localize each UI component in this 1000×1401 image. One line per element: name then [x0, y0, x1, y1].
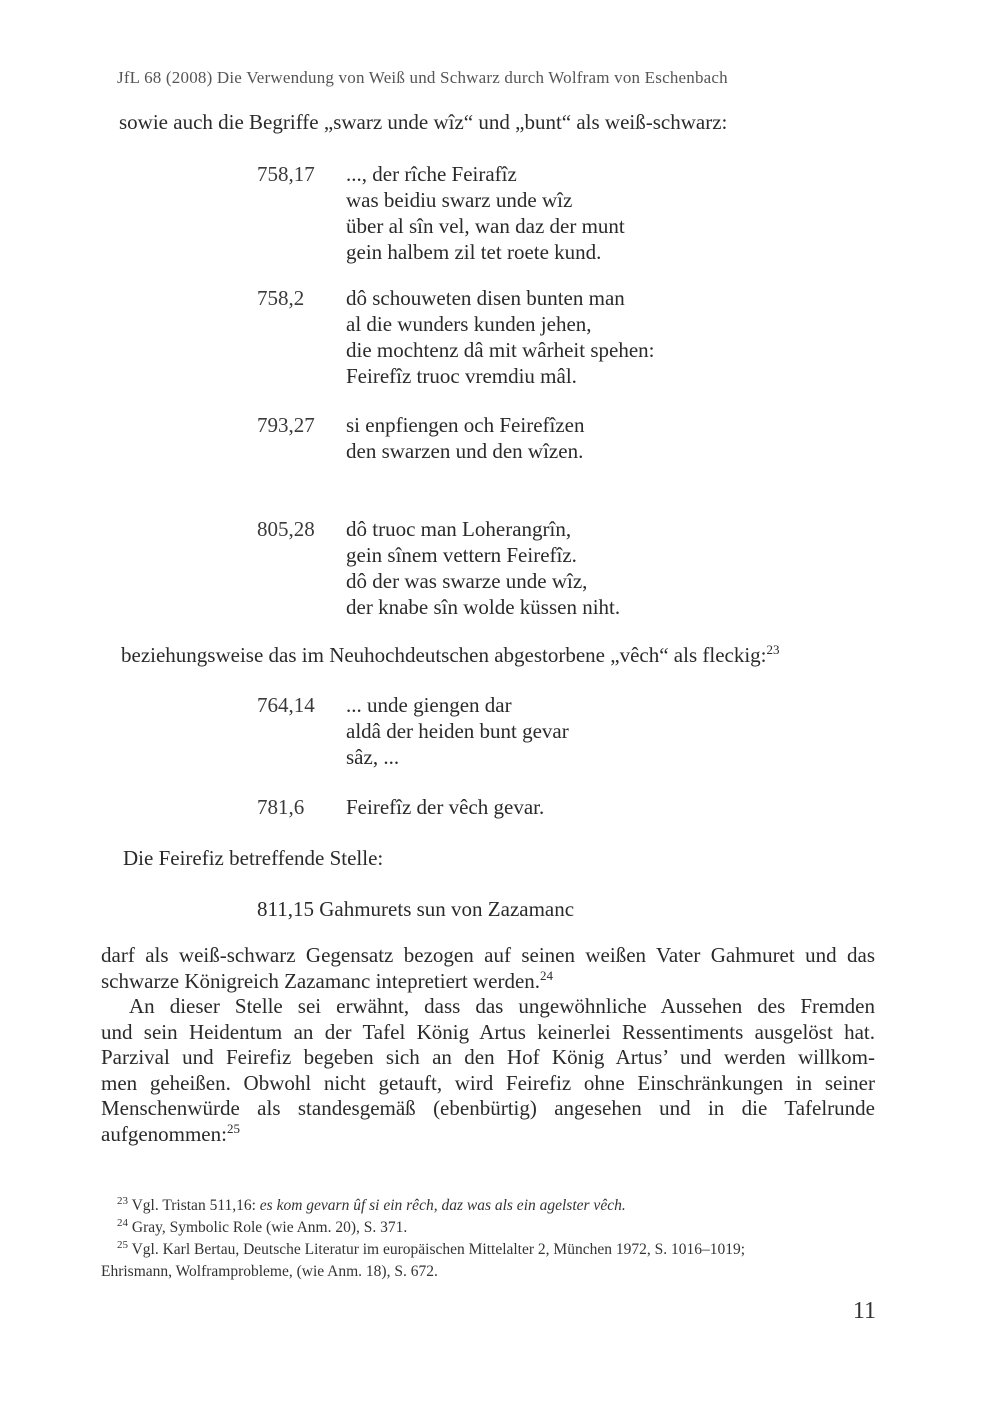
- footnote-quote: es kom gevarn ûf si ein rêch, daz was als ein agelster vêch.: [259, 1197, 626, 1214]
- footnote-text: Gray, Symbolic Role (wie Anm. 20), S. 371.: [131, 1219, 408, 1236]
- verse-ref: 811,15: [257, 897, 314, 921]
- verse-line: gein sînem vettern Feirefîz.: [346, 543, 577, 567]
- paragraph-line: [101, 1122, 875, 1148]
- verse-block: [346, 412, 585, 464]
- verse-line: Feirefîz truoc vremdiu mâl.: [346, 364, 577, 388]
- footnote-number: 24: [117, 1217, 128, 1229]
- footnote-continuation: Ehrismann, Wolframprobleme, (wie Anm. 18), S. 672.: [101, 1263, 438, 1280]
- footnote-text: Vgl. Karl Bertau, Deutsche Literatur im europäischen Mittelalter 2, München 1972, S. 1016–1019;: [131, 1241, 746, 1258]
- verse-block: [346, 794, 544, 820]
- paragraph-line: Parzival und Feirefiz begeben sich an den Hof König Artus’ und werden willkom-: [101, 1045, 875, 1070]
- footnote: [117, 1240, 745, 1260]
- paragraph-line: men geheißen. Obwohl nicht getauft, wird Feirefiz ohne Einschränkungen in seiner: [101, 1070, 875, 1095]
- verse-ref: 781,6: [257, 795, 305, 819]
- verse-line: ... unde giengen dar: [346, 693, 512, 717]
- verse-line: sâz, ...: [346, 745, 400, 769]
- second-intro-text: beziehungsweise das im Neuhochdeutschen abgestorbene „vêch“ als fleckig:: [121, 643, 767, 667]
- footnote-number: 25: [117, 1239, 128, 1251]
- verse-ref: 793,27: [257, 413, 315, 437]
- verse-ref: 758,2: [257, 286, 305, 310]
- verse-line: gein halbem zil tet roete kund.: [346, 240, 602, 264]
- verse-line: ..., der rîche Feirafîz: [346, 162, 517, 186]
- paragraph: [101, 943, 875, 994]
- verse-block: [346, 516, 620, 620]
- single-verse: [257, 896, 574, 922]
- verse-line: dô truoc man Loherangrîn,: [346, 517, 572, 541]
- running-head: JfL 68 (2008) Die Verwendung von Weiß und Schwarz durch Wolfram von Eschenbach: [117, 68, 728, 87]
- second-intro: [121, 642, 780, 668]
- verse-line: Feirefîz der vêch gevar.: [346, 795, 545, 819]
- footnote-marker: 24: [540, 967, 554, 983]
- verse-line: den swarzen und den wîzen.: [346, 439, 584, 463]
- verse-line: was beidiu swarz unde wîz: [346, 188, 573, 212]
- verse-ref: 758,17: [257, 162, 315, 186]
- verse-line: der knabe sîn wolde küssen niht.: [346, 595, 621, 619]
- paragraph-line-text: schwarze Königreich Zazamanc intepretiert werden.: [101, 968, 541, 993]
- third-intro: Die Feirefiz betreffende Stelle:: [123, 846, 384, 870]
- verse-line: über al sîn vel, wan daz der munt: [346, 214, 625, 238]
- verse-line: dô schouweten disen bunten man: [346, 286, 625, 310]
- intro-line: sowie auch die Begriffe „swarz unde wîz“ und „bunt“ als weiß-schwarz:: [119, 110, 728, 134]
- paragraph-line: und sein Heidentum an der Tafel König Artus keinerlei Ressentiments ausgelöst hat.: [101, 1019, 875, 1044]
- verse-block: [346, 161, 625, 265]
- page-number: 11: [852, 1298, 876, 1324]
- verse-line: dô der was swarze unde wîz,: [346, 569, 588, 593]
- verse-line: die mochtenz dâ mit wârheit spehen:: [346, 338, 655, 362]
- paragraph-line: Menschenwürde als standesgemäß (ebenbürtig) angesehen und in die Tafelrunde: [101, 1096, 875, 1121]
- footnote-text: Vgl. Tristan 511,16:: [131, 1197, 260, 1214]
- paragraph-line: darf als weiß-schwarz Gegensatz bezogen auf seinen weißen Vater Gahmuret und das: [101, 943, 875, 967]
- verse-line: si enpfiengen och Feirefîzen: [346, 413, 585, 437]
- verse-block: [346, 692, 569, 770]
- paragraph-line: An dieser Stelle sei erwähnt, dass das ungewöhnliche Aussehen des Fremden: [129, 994, 875, 1018]
- footnote-number: 23: [117, 1195, 128, 1207]
- footnote: [117, 1218, 407, 1238]
- verse-line: al die wunders kunden jehen,: [346, 312, 592, 336]
- footnote-marker: 25: [226, 1120, 240, 1136]
- paragraph-line: [101, 969, 875, 995]
- verse-line: Gahmurets sun von Zazamanc: [319, 897, 575, 921]
- footnote-marker: 23: [766, 642, 780, 657]
- footnote: [117, 1196, 626, 1216]
- verse-block: [346, 285, 654, 389]
- verse-ref: 805,28: [257, 517, 315, 541]
- paragraph-line-text: aufgenommen:: [101, 1121, 227, 1146]
- paragraph: [101, 994, 875, 1148]
- verse-line: aldâ der heiden bunt gevar: [346, 719, 569, 743]
- verse-ref: 764,14: [257, 693, 315, 717]
